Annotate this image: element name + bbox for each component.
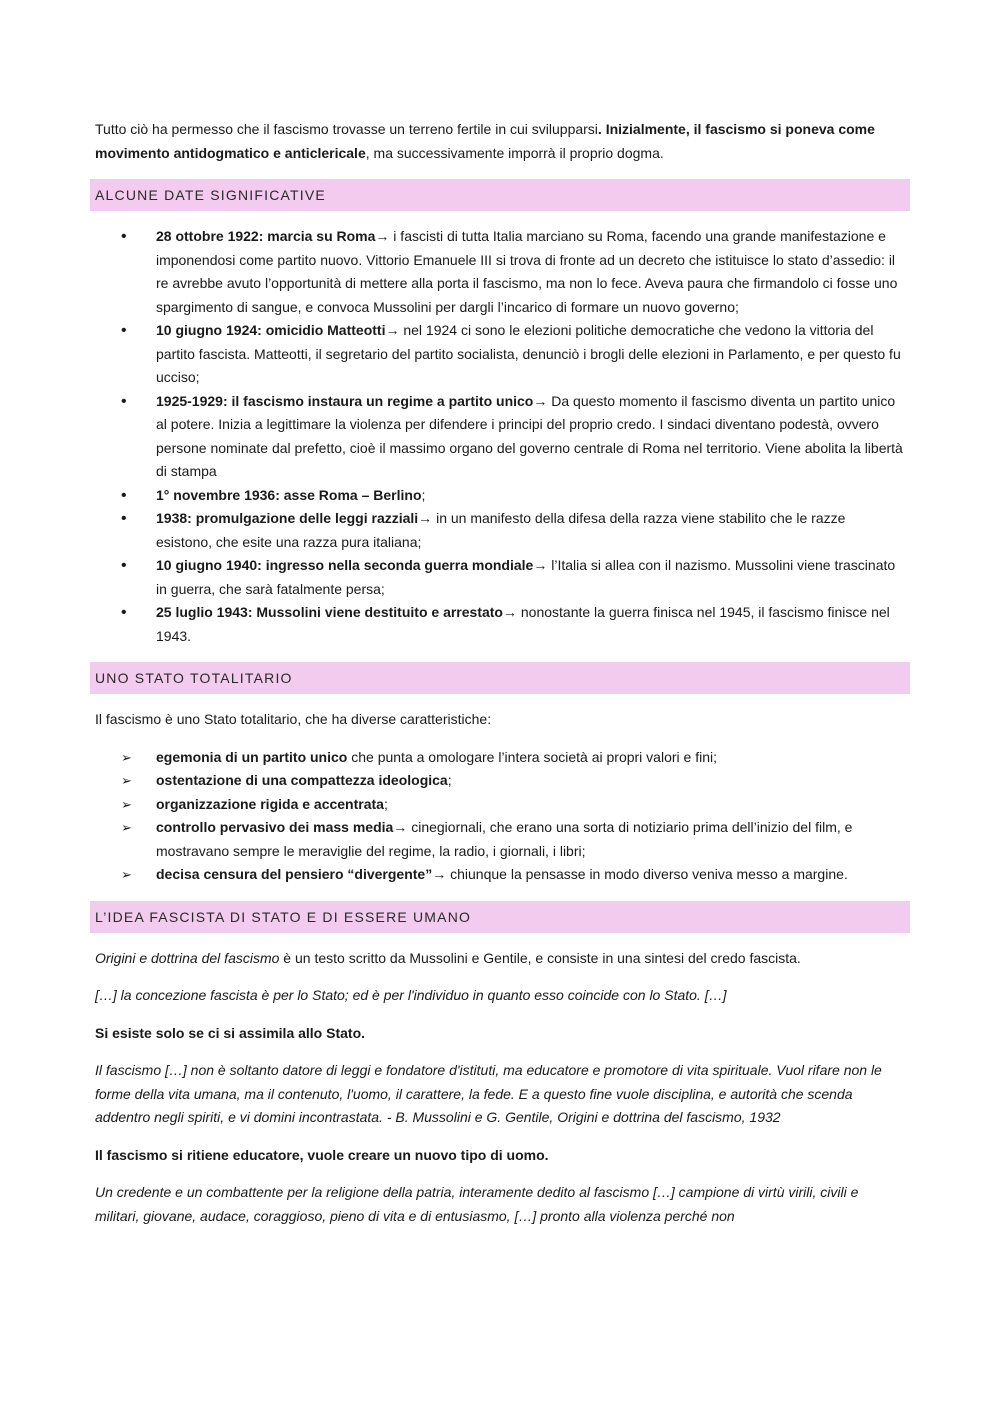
list-item (95, 769, 905, 793)
bullet-icon (121, 225, 141, 249)
item-bold: 10 giugno 1940: ingresso nella seconda guerra mondiale→ (156, 557, 548, 573)
list-item (95, 746, 905, 770)
arrow-bullet-icon (121, 769, 141, 793)
bullet-icon (121, 507, 141, 531)
item-text: cinegiornali, che erano una sorta di notiziario prima dell’inizio del film, e mostravano sempre le meraviglie del regime, la radio, i giornali, i libri; (156, 819, 853, 859)
list-item (95, 484, 905, 508)
bullet-icon (121, 554, 141, 578)
item-bold: 25 luglio 1943: Mussolini viene destituito e arrestato→ (156, 604, 517, 620)
bullet-icon (121, 390, 141, 414)
item-text: chiunque la pensasse in modo diverso veniva messo a margine. (446, 866, 848, 882)
item-bold: 1° novembre 1936: asse Roma – Berlino (156, 486, 422, 503)
item-text: in un manifesto della difesa della razza viene stabilito che le razze esistono, che esite una razza pura italiana; (156, 510, 846, 550)
item-bold: 1938: promulgazione delle leggi razziali→ (156, 510, 433, 526)
item-text: nel 1924 ci sono le elezioni politiche democratiche che vedono la vittoria del partito fascista. Matteotti, il segretario del partito socialista, denunciò i brogli delle elezioni in Parlamento, e per questo fu ucciso; (156, 322, 901, 385)
list-item (95, 390, 905, 484)
section-heading-dates: ALCUNE DATE SIGNIFICATIVE (90, 179, 910, 211)
quote-text: Il fascismo […] non è soltanto datore di leggi e fondatore d'istituti, ma educatore e promotore di vita spirituale. Vuol rifare non le forme della vita umana, ma il contenuto, l'uomo, il carattere, la fede. E a questo fine vuole disciplina, e autorità che scenda addentro negli spiriti, e vi domini incontrastata. - B. Mussolini e G. Gentile, Origini e dottrina del fascismo, 1932 (95, 1062, 882, 1125)
arrow-bullet-icon (121, 746, 141, 770)
item-bold: 28 ottobre 1922: marcia su Roma→ (156, 228, 390, 244)
quote-1 (95, 984, 905, 1008)
list-item (95, 319, 905, 390)
item-bold: decisa censura del pensiero “divergente”→ (156, 866, 447, 882)
list-item (95, 554, 905, 601)
arrow-bullet-icon (121, 793, 141, 817)
item-text: i fascisti di tutta Italia marciano su Roma, facendo una grande manifestazione e imponendosi come partito nuovo. Vittorio Emanuele III si trova di fronte ad un decreto che istituisce lo stato d’assedio: il re avrebbe avuto l’opportunità di mettere alla porta il fascismo, ma non lo fece. Aveva paura che firmandolo ci fosse uno spargimento di sangue, e convoca Mussolini per dargli l’incarico di formare un nuovo governo; (156, 228, 898, 315)
bullet-icon (121, 319, 141, 343)
quote-text: […] la concezione fascista è per lo Stato; ed è per l'individuo in quanto esso coincide con lo Stato. […] (95, 987, 727, 1003)
list-item (95, 507, 905, 554)
arrow-bullet-icon (121, 863, 141, 887)
item-bold: 10 giugno 1924: omicidio Matteotti→ (156, 322, 400, 338)
item-bold: controllo pervasivo dei mass media→ (156, 819, 408, 835)
item-bold: 1925-1929: il fascismo instaura un regime a partito unico→ (156, 392, 548, 409)
quote-text: Un credente e un combattente per la religione della patria, interamente dedito al fascismo […] campione di virtù virili, civili e militari, giovane, audace, coraggioso, pieno di vita e di entusiasmo, […] pronto alla violenza perché non (95, 1184, 859, 1224)
intro-text: Tutto ciò ha permesso che il fascismo trovasse un terreno fertile in cui svilupparsi (95, 121, 598, 137)
document-page (95, 118, 905, 1242)
bold-statement-1 (95, 1022, 905, 1046)
list-item (95, 225, 905, 319)
item-bold: ostentazione di una compattezza ideologica (156, 772, 448, 788)
item-text: Da questo momento il fascismo diventa un partito unico al potere. Inizia a legittimare la violenza per difendere i principi del proprio credo. I sindaci diventano podestà, ovvero persone nominate dal prefetto, cioè il massimo organo del governo centrale di Roma nel territorio. Viene abolita la libertà di stampa (156, 392, 903, 479)
arrow-bullet-icon (121, 816, 141, 840)
item-bold: organizzazione rigida e accentrata (156, 795, 384, 812)
item-text: ; (383, 795, 388, 812)
list-item (95, 601, 905, 648)
section-heading-idea: L’IDEA FASCISTA DI STATO E DI ESSERE UMANO (90, 901, 910, 933)
bullet-icon (121, 601, 141, 625)
item-bold: egemonia di un partito unico (156, 748, 348, 765)
list-item (95, 863, 905, 887)
bold-statement-2 (95, 1144, 905, 1168)
quote-3 (95, 1181, 905, 1228)
item-text: che punta a omologare l’intera società ai propri valori e fini; (347, 748, 717, 765)
section-heading-totalitarian: UNO STATO TOTALITARIO (90, 662, 910, 694)
quote-2 (95, 1059, 905, 1130)
characteristics-list (95, 746, 905, 887)
item-text: l’Italia si allea con il nazismo. Mussolini viene trascinato in guerra, che sarà fatalmente persa; (156, 557, 896, 597)
intro-bold: . Inizialmente, il fascismo si poneva come movimento antidogmatico e anticlericale (95, 121, 875, 161)
list-item (95, 816, 905, 863)
item-text: nonostante la guerra finisca nel 1945, il fascismo finisce nel 1943. (156, 604, 890, 644)
intro-text-end: , ma successivamente imporrà il proprio dogma. (365, 144, 664, 161)
statement-text: Il fascismo si ritiene educatore, vuole creare un nuovo tipo di uomo. (95, 1146, 549, 1163)
dates-list (95, 225, 905, 648)
idea-text: è un testo scritto da Mussolini e Gentile, e consiste in una sintesi del credo fascista. (279, 949, 801, 966)
list-item (95, 793, 905, 817)
statement-text: Si esiste solo se ci si assimila allo Stato. (95, 1024, 366, 1041)
book-title: Origini e dottrina del fascismo (95, 949, 280, 966)
item-text: ; (421, 486, 426, 503)
idea-paragraph (95, 947, 905, 971)
bullet-icon (121, 484, 141, 508)
totalitarian-intro: Il fascismo è uno Stato totalitario, che ha diverse caratteristiche: (95, 711, 492, 727)
intro-paragraph (95, 118, 905, 165)
item-text: ; (447, 772, 452, 788)
